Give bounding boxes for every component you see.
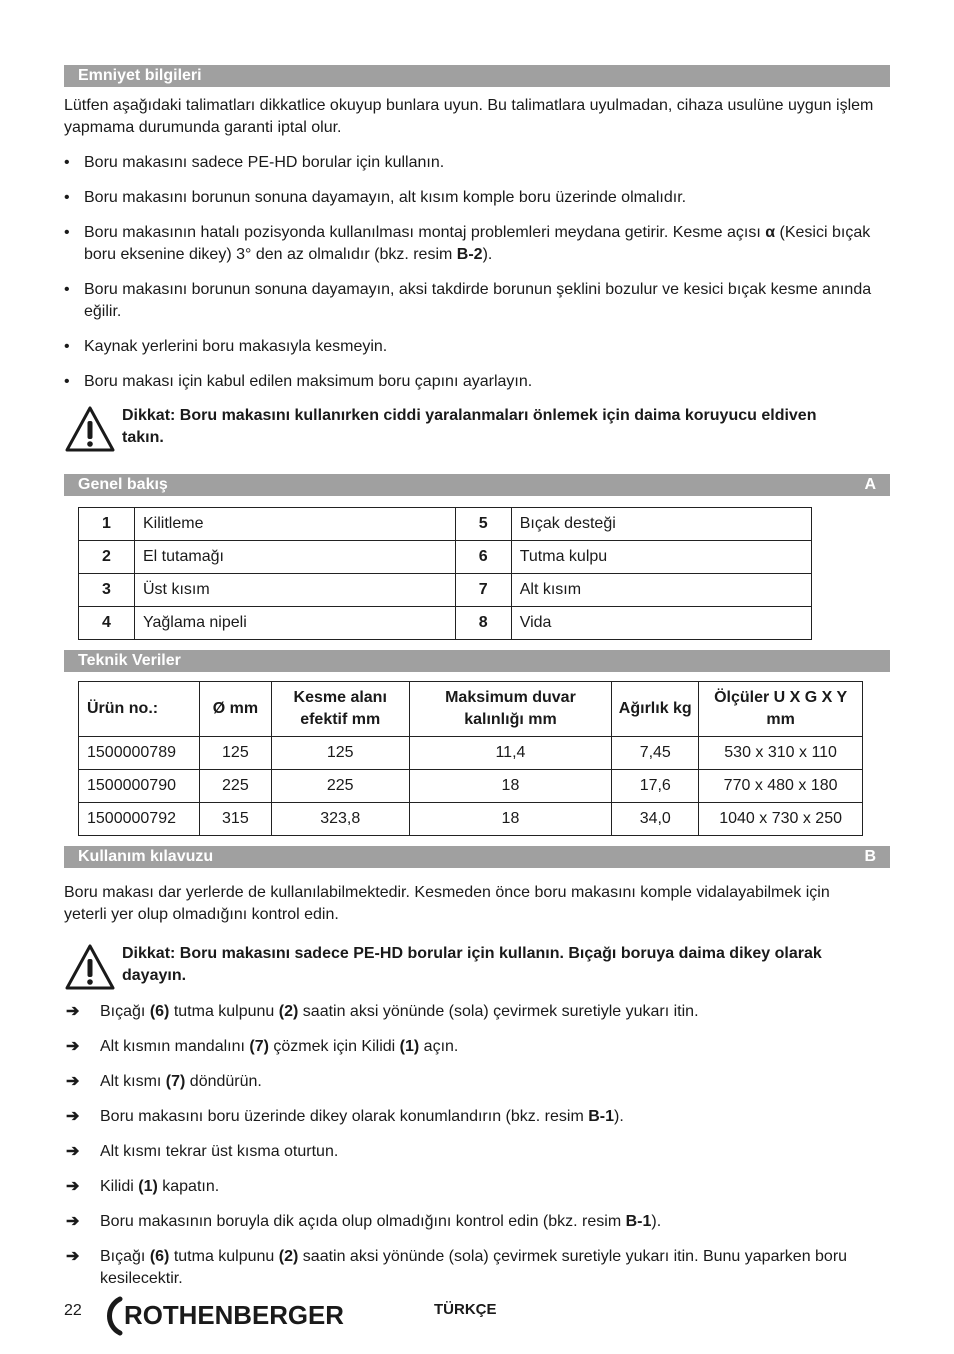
table-cell: 18 [409, 770, 612, 803]
step-text: tutma kulpunu [169, 1248, 279, 1265]
section-header-overview [64, 474, 890, 496]
step-text: Kilidi [100, 1178, 139, 1195]
figure-ref: B-2 [456, 246, 483, 263]
safety-bullet-list [64, 152, 890, 393]
step-item [64, 1176, 890, 1198]
part-name: Vida [511, 607, 811, 640]
warning-text: Dikkat: Boru makasını kullanırken ciddi yaralanmaları önlemek için daima koruyucu eldiven takın. [122, 407, 817, 446]
alpha-symbol: α [765, 224, 776, 241]
section-title: Teknik Veriler [78, 652, 181, 669]
arrow-right-icon: ➔ [66, 1178, 80, 1195]
part-name: Yağlama nipeli [135, 607, 456, 640]
column-header: Ürün no.: [79, 682, 200, 737]
step-item [64, 1106, 890, 1128]
step-text: ). [651, 1213, 662, 1230]
step-item [64, 1246, 890, 1290]
table-row [79, 737, 863, 770]
usage-intro: Boru makası dar yerlerde de kullanılabilmektedir. Kesmeden önce boru makasını komple vidalayabilmek için yeterli yer olup olmadığını kontrol edin. [64, 884, 830, 923]
step-text: Bıçağı [100, 1248, 150, 1265]
step-text: döndürün. [185, 1073, 262, 1090]
step-text: Boru makasını boru üzerinde dikey olarak konumlandırın (bkz. resim [100, 1108, 589, 1125]
list-item-text: ). [482, 246, 493, 263]
arrow-right-icon: ➔ [66, 1213, 80, 1230]
section-title: Genel bakış [78, 476, 168, 493]
step-text: ). [614, 1108, 624, 1125]
list-item-text: Boru makasının hatalı pozisyonda kullanılması montaj problemleri meydana getirir. Kesme açısı [84, 224, 761, 241]
step-text: Boru makasının boruyla dik açıda olup olmadığını kontrol edin (bkz. resim [100, 1213, 626, 1230]
section-title: Kullanım kılavuzu [78, 848, 214, 865]
svg-text:ROTHENBERGER: ROTHENBERGER [124, 1300, 345, 1330]
arrow-right-icon: ➔ [66, 1108, 80, 1125]
table-cell: 125 [199, 737, 271, 770]
table-cell: 18 [409, 803, 612, 836]
table-cell: 315 [199, 803, 271, 836]
part-number: 1 [79, 508, 135, 541]
step-text: Alt kısmı tekrar üst kısma oturtun. [100, 1143, 339, 1160]
footer-language: TÜRKÇE [434, 1301, 497, 1318]
part-name: El tutamağı [135, 541, 456, 574]
step-reference: (6) [149, 1248, 170, 1265]
part-number: 7 [455, 574, 511, 607]
table-cell: 225 [199, 770, 271, 803]
section-header-technical-data [64, 650, 890, 672]
table-cell: 1500000792 [79, 803, 200, 836]
table-cell: 17,6 [612, 770, 699, 803]
table-cell: 34,0 [612, 803, 699, 836]
table-cell: 125 [271, 737, 409, 770]
column-header: Kesme alanı efektif mm [271, 682, 409, 737]
table-row [79, 607, 812, 640]
table-cell: 11,4 [409, 737, 612, 770]
list-item [64, 222, 888, 266]
section-header-safety [64, 65, 890, 87]
list-item: • Boru makasını borunun sonuna dayamayın, alt kısım komple boru üzerinde olmalıdır. [64, 187, 890, 209]
section-header-usage [64, 846, 890, 868]
table-row [79, 803, 863, 836]
step-item [64, 1001, 890, 1023]
step-reference: (7) [249, 1038, 269, 1055]
arrow-right-icon: ➔ [66, 1003, 80, 1020]
column-header: Ölçüler U X G X Y mm [699, 682, 863, 737]
step-text: saatin aksi yönünde (sola) çevirmek suretiyle yukarı itin. [298, 1003, 699, 1020]
warning-triangle-icon [64, 405, 116, 453]
table-cell: 323,8 [271, 803, 409, 836]
table-cell: 7,45 [612, 737, 699, 770]
step-item [64, 1211, 890, 1233]
page-footer [64, 1296, 890, 1336]
table-row [79, 574, 812, 607]
step-text: saatin aksi yönünde (sola) çevirmek suretiyle yukarı itin. Bunu yaparken boru kesilecektir. [100, 1248, 848, 1287]
step-text: Alt kısmın mandalını [100, 1038, 250, 1055]
section-title: Emniyet bilgileri [78, 67, 202, 84]
list-item: • Boru makasını sadece PE-HD borular için kullanın. [64, 152, 890, 174]
table-cell: 770 x 480 x 180 [699, 770, 863, 803]
part-number: 2 [79, 541, 135, 574]
usage-steps-list [64, 1001, 890, 1290]
step-text: tutma kulpunu [169, 1003, 279, 1020]
step-text: kapatın. [157, 1178, 220, 1195]
section-letter: B [864, 848, 876, 865]
table-cell: 1040 x 730 x 250 [699, 803, 863, 836]
list-item-text: (Kesici bıçak boru eksenine dikey) 3° den az olmalıdır (bkz. resim [84, 224, 871, 263]
page-number: 22 [64, 1302, 82, 1319]
step-item [64, 1141, 890, 1163]
table-row [79, 541, 812, 574]
table-row [79, 770, 863, 803]
section-letter: A [864, 476, 876, 493]
warning-box-gloves [64, 405, 890, 453]
part-number: 5 [455, 508, 511, 541]
safety-intro: Lütfen aşağıdaki talimatları dikkatlice okuyup bunlara uyun. Bu talimatlara uyulmadan, cihaza usulüne uygun işlem yapmama durumunda garanti iptal olur. [64, 97, 874, 136]
part-number: 6 [455, 541, 511, 574]
technical-data-table [78, 681, 863, 836]
warning-triangle-icon [64, 943, 116, 991]
overview-table [78, 507, 812, 640]
arrow-right-icon: ➔ [66, 1073, 80, 1090]
list-item: • Boru makasını borunun sonuna dayamayın, aksi takdirde borunun şeklini bozulur ve kesici bıçak kesme anında eğilir. [64, 279, 888, 323]
part-number: 3 [79, 574, 135, 607]
step-reference: (2) [278, 1248, 299, 1265]
table-cell: 1500000790 [79, 770, 200, 803]
step-reference: (1) [399, 1038, 420, 1055]
rothenberger-logo [102, 1296, 352, 1336]
warning-box-perpendicular [64, 943, 890, 991]
step-item [64, 1071, 890, 1093]
table-cell: 225 [271, 770, 409, 803]
arrow-right-icon: ➔ [66, 1143, 80, 1160]
part-name: Alt kısım [511, 574, 811, 607]
document-page [64, 65, 890, 1290]
part-number: 8 [455, 607, 511, 640]
arrow-right-icon: ➔ [66, 1248, 80, 1265]
step-reference: (7) [165, 1073, 186, 1090]
part-name: Kilitleme [135, 508, 456, 541]
column-header: Ø mm [199, 682, 271, 737]
part-name: Üst kısım [135, 574, 456, 607]
step-reference: B-1 [625, 1213, 652, 1230]
step-text: Alt kısmı [100, 1073, 166, 1090]
table-cell: 530 x 310 x 110 [699, 737, 863, 770]
step-reference: B-1 [588, 1108, 614, 1125]
column-header: Ağırlık kg [612, 682, 699, 737]
step-item [64, 1036, 890, 1058]
step-reference: (6) [149, 1003, 170, 1020]
table-row [79, 508, 812, 541]
step-reference: (1) [138, 1178, 158, 1195]
list-item: • Boru makası için kabul edilen maksimum boru çapını ayarlayın. [64, 371, 890, 393]
part-name: Tutma kulpu [511, 541, 811, 574]
part-number: 4 [79, 607, 135, 640]
step-text: çözmek için Kilidi [268, 1038, 400, 1055]
arrow-right-icon: ➔ [66, 1038, 80, 1055]
warning-text: Dikkat: Boru makasını sadece PE-HD borular için kullanın. Bıçağı boruya daima dikey olarak dayayın. [122, 945, 822, 984]
part-name: Bıçak desteği [511, 508, 811, 541]
table-cell: 1500000789 [79, 737, 200, 770]
column-header: Maksimum duvar kalınlığı mm [409, 682, 612, 737]
step-text: açın. [419, 1038, 459, 1055]
step-text: Bıçağı [100, 1003, 150, 1020]
step-reference: (2) [278, 1003, 299, 1020]
list-item: • Kaynak yerlerini boru makasıyla kesmeyin. [64, 336, 890, 358]
